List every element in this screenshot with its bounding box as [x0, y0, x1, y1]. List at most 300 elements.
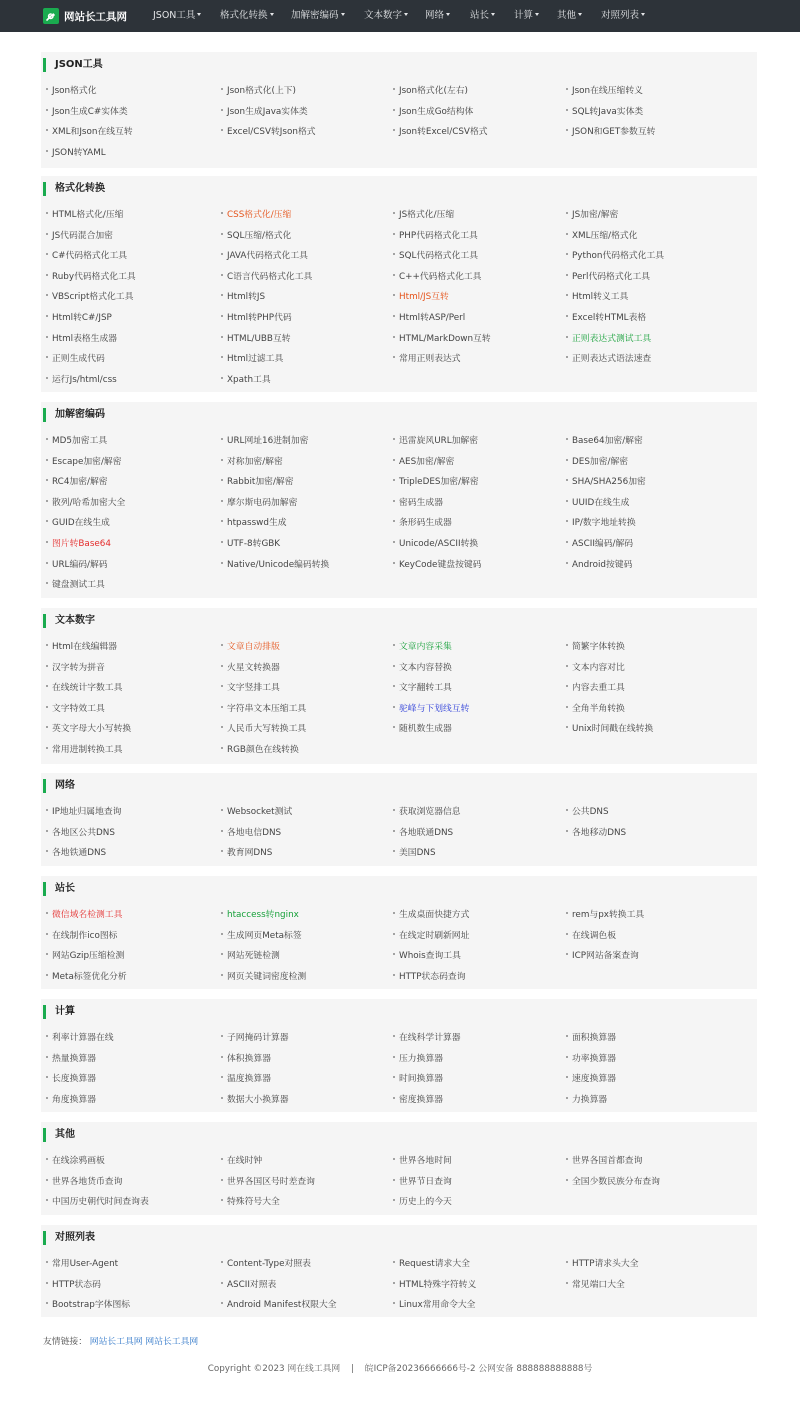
tool-link[interactable] [393, 722, 452, 736]
bullet-icon [221, 953, 223, 955]
tool-link[interactable] [46, 1093, 96, 1107]
bullet-icon [46, 1199, 48, 1201]
tool-link[interactable] [566, 929, 616, 943]
tool-link[interactable] [221, 1154, 262, 1168]
tool-link[interactable] [566, 208, 618, 222]
bullet-icon [221, 1076, 223, 1078]
bullet-icon [221, 562, 223, 564]
tool-link[interactable] [46, 1257, 118, 1271]
tool-link[interactable] [566, 949, 639, 963]
tool-link-label: 生成桌面快捷方式 [399, 910, 470, 920]
tool-link[interactable] [566, 1278, 625, 1292]
tool-link[interactable] [46, 949, 124, 963]
tool-link-label: CSS格式化/压缩 [227, 210, 292, 220]
tool-link[interactable] [221, 455, 283, 469]
tool-link[interactable] [566, 229, 637, 243]
tool-link-label: XML压缩/格式化 [572, 230, 638, 241]
tool-link[interactable] [46, 516, 110, 530]
nav-item[interactable] [364, 0, 408, 32]
tool-link-label: URL编码/解码 [52, 559, 108, 570]
bullet-icon [566, 500, 568, 502]
nav-item[interactable] [153, 0, 201, 32]
tool-link[interactable] [566, 537, 633, 551]
tool-link[interactable] [46, 1278, 101, 1292]
bullet-icon [221, 1179, 223, 1181]
tool-link-label: 获取浏览器信息 [399, 807, 461, 817]
tool-link[interactable] [566, 311, 646, 325]
tool-link-label: 文章自动排版 [227, 642, 280, 652]
tool-link-label: 压力换算器 [399, 1053, 443, 1064]
tool-link[interactable] [566, 290, 628, 304]
tool-link-label: PHP代码格式化工具 [399, 230, 478, 241]
tool-link-label: 历史上的今天 [399, 1197, 452, 1208]
tool-link-label: Perl代码格式化工具 [572, 271, 651, 282]
tool-link-label: GUID在线生成 [52, 518, 110, 529]
tool-link-label: Html转JS [227, 292, 266, 303]
tool-link-label: 常用正则表达式 [399, 354, 461, 365]
tool-link-label: C语言代码格式化工具 [227, 271, 313, 282]
tool-link-label: 在线科学计算器 [399, 1033, 461, 1043]
bullet-icon [221, 315, 223, 317]
tool-link[interactable] [46, 805, 121, 819]
tool-link-label: UUID在线生成 [572, 497, 630, 508]
bullet-icon [566, 1261, 568, 1263]
tool-link[interactable] [566, 1052, 616, 1066]
tool-link[interactable] [46, 702, 105, 716]
friend-link[interactable]: 网站长工具网 [89, 1337, 143, 1347]
tool-link[interactable] [393, 558, 481, 572]
tool-link-label: Unicode/ASCII转换 [399, 539, 479, 549]
tool-link[interactable] [566, 496, 629, 510]
bullet-icon [566, 88, 568, 90]
tool-link[interactable] [393, 805, 461, 819]
tool-link-label: 中国历史朝代时间查询表 [52, 1197, 149, 1208]
tool-link[interactable] [46, 846, 106, 860]
tool-link[interactable] [221, 311, 292, 325]
tool-link-label: Html在线编辑器 [52, 642, 118, 652]
tool-link[interactable] [221, 229, 291, 243]
bullet-icon [46, 315, 48, 317]
bullet-icon [46, 1261, 48, 1263]
bullet-icon [566, 459, 568, 461]
tool-link-label: 网页关键词密度检测 [227, 971, 307, 982]
tool-link[interactable] [46, 1031, 114, 1045]
tool-link[interactable] [221, 496, 297, 510]
tool-link[interactable] [566, 661, 625, 675]
bullet-icon [393, 274, 395, 276]
tool-link[interactable] [221, 929, 302, 943]
bullet-icon [393, 1158, 395, 1160]
tool-link[interactable] [393, 270, 481, 284]
bullet-icon [393, 933, 395, 935]
brand[interactable] [43, 8, 127, 24]
tool-link[interactable] [393, 229, 478, 243]
tool-link-label: RC4加密/解密 [52, 477, 108, 488]
tool-link[interactable] [46, 558, 108, 572]
tool-link-label: Whois查询工具 [399, 951, 461, 962]
tool-link[interactable] [566, 105, 643, 119]
caret-down-icon [491, 13, 495, 16]
bullet-icon [221, 1035, 223, 1037]
tool-link[interactable] [393, 661, 452, 675]
icp-link[interactable]: 皖ICP备20236666666号-2 公网安备 888888888888号 [364, 1364, 593, 1374]
tool-link[interactable] [221, 208, 291, 222]
tool-link[interactable] [46, 578, 105, 592]
tool-link[interactable] [566, 558, 632, 572]
tool-link[interactable] [46, 1175, 122, 1189]
tool-link[interactable] [46, 105, 128, 119]
tool-link-label: 利率计算器在线 [52, 1033, 114, 1043]
tool-link[interactable] [566, 805, 609, 819]
tool-link[interactable] [566, 1072, 616, 1086]
tool-link[interactable] [221, 1072, 271, 1086]
tool-link[interactable] [566, 640, 625, 654]
tool-section [41, 773, 757, 866]
bullet-icon [221, 1302, 223, 1304]
section-title: 计算 [43, 1005, 75, 1019]
tool-link[interactable] [221, 661, 280, 675]
tool-link[interactable] [393, 290, 449, 304]
tool-link-label: Unix时间戳在线转换 [572, 724, 654, 735]
tool-link-label: MD5加密工具 [52, 436, 108, 446]
tool-link[interactable] [393, 311, 465, 325]
tool-section [41, 52, 757, 168]
tool-link[interactable] [46, 1052, 96, 1066]
tool-link[interactable] [566, 84, 643, 98]
tool-link[interactable] [221, 537, 280, 551]
tool-link[interactable] [221, 1052, 271, 1066]
tool-link[interactable] [393, 929, 469, 943]
caret-down-icon [578, 13, 582, 16]
tool-link[interactable] [221, 1195, 280, 1209]
bullet-icon [566, 438, 568, 440]
tool-link[interactable] [566, 455, 628, 469]
tool-link[interactable] [221, 722, 306, 736]
tool-link[interactable] [46, 640, 117, 654]
caret-down-icon [446, 13, 450, 16]
bullet-icon [393, 1035, 395, 1037]
tool-link[interactable] [393, 496, 443, 510]
tool-link[interactable] [221, 105, 308, 119]
tool-link[interactable] [221, 805, 292, 819]
bullet-icon [566, 1158, 568, 1160]
bullet-icon [566, 830, 568, 832]
tool-link[interactable] [566, 1257, 639, 1271]
tool-link[interactable] [393, 1052, 443, 1066]
bullet-icon [46, 438, 48, 440]
tool-link[interactable] [46, 929, 117, 943]
tool-link[interactable] [566, 516, 636, 530]
tool-link[interactable] [46, 373, 117, 387]
tool-link[interactable] [393, 846, 436, 860]
bullet-icon [221, 1199, 223, 1201]
tool-link[interactable] [46, 84, 97, 98]
tool-link[interactable] [221, 332, 291, 346]
tool-link[interactable] [221, 1298, 337, 1312]
tool-link[interactable] [393, 908, 469, 922]
tool-link[interactable] [393, 970, 466, 984]
tool-link[interactable] [393, 640, 452, 654]
tool-link[interactable] [46, 743, 122, 757]
tool-link[interactable] [393, 826, 453, 840]
bullet-icon [221, 726, 223, 728]
tool-link[interactable] [393, 1195, 452, 1209]
tool-section [41, 608, 757, 764]
bullet-icon [566, 109, 568, 111]
tool-link-label: 汉字转为拼音 [52, 662, 105, 673]
tool-link-label: Base64加密/解密 [572, 436, 643, 446]
tool-link[interactable] [566, 722, 653, 736]
tool-link[interactable] [393, 681, 452, 695]
tool-link[interactable] [221, 640, 280, 654]
tool-link[interactable] [221, 949, 280, 963]
tool-link[interactable] [221, 1031, 289, 1045]
tool-link[interactable] [566, 352, 651, 366]
tool-link[interactable] [46, 496, 125, 510]
tool-link[interactable] [46, 146, 106, 160]
bullet-icon [221, 850, 223, 852]
tool-link[interactable] [46, 455, 122, 469]
tool-link-label: 长度换算器 [52, 1074, 96, 1085]
tool-link[interactable] [221, 1175, 315, 1189]
tool-link[interactable] [46, 1298, 130, 1312]
tool-link[interactable] [566, 332, 651, 346]
tool-link-label: 各地区公共DNS [52, 827, 115, 838]
nav-item[interactable] [220, 0, 274, 32]
tool-link-label: 摩尔斯电码加解密 [227, 497, 298, 508]
tool-link[interactable] [393, 455, 454, 469]
tool-link[interactable] [46, 826, 115, 840]
tool-link[interactable] [221, 270, 312, 284]
tool-link[interactable] [46, 1072, 96, 1086]
bullet-icon [46, 665, 48, 667]
tool-link-label: HTML/UBB互转 [227, 333, 291, 344]
tool-link-label: Escape加密/解密 [52, 456, 122, 467]
tool-link[interactable] [46, 352, 105, 366]
tool-link[interactable] [221, 1257, 311, 1271]
tool-link-label: JSON转YAML [52, 147, 106, 158]
tool-link-label: 网站Gzip压缩检测 [52, 951, 125, 962]
bullet-icon [46, 644, 48, 646]
tool-link[interactable] [393, 1175, 452, 1189]
nav-item[interactable] [291, 0, 345, 32]
tool-link[interactable] [221, 846, 272, 860]
nav-item[interactable] [601, 0, 645, 32]
tool-link[interactable] [566, 475, 646, 489]
tool-link[interactable] [46, 290, 133, 304]
tool-link[interactable] [46, 311, 112, 325]
tool-link[interactable] [566, 1154, 642, 1168]
tool-link-label: Html转义工具 [572, 292, 629, 303]
tool-link[interactable] [221, 908, 299, 922]
tool-link[interactable] [566, 1175, 660, 1189]
bullet-icon [221, 336, 223, 338]
tool-link[interactable] [566, 908, 644, 922]
tool-link-label: 数据大小换算器 [227, 1094, 289, 1105]
bullet-icon [393, 294, 395, 296]
tool-link[interactable] [46, 208, 123, 222]
bullet-icon [221, 88, 223, 90]
tool-link[interactable] [393, 702, 469, 716]
tool-link[interactable] [46, 1195, 149, 1209]
bullet-icon [46, 953, 48, 955]
bullet-icon [46, 88, 48, 90]
tool-link[interactable] [221, 516, 287, 530]
bullet-icon [393, 541, 395, 543]
bullet-icon [221, 129, 223, 131]
tool-link-label: 力换算器 [572, 1094, 608, 1105]
tool-link[interactable] [393, 208, 454, 222]
bullet-icon [221, 253, 223, 255]
tool-link[interactable] [221, 352, 283, 366]
nav-item[interactable] [425, 0, 450, 32]
tool-link[interactable] [393, 475, 479, 489]
tool-link[interactable] [566, 826, 626, 840]
tool-link[interactable] [221, 84, 296, 98]
tool-link[interactable] [393, 249, 478, 263]
bullet-icon [46, 912, 48, 914]
tool-link[interactable] [566, 702, 625, 716]
tool-link[interactable] [221, 970, 306, 984]
bullet-icon [46, 500, 48, 502]
tool-link[interactable] [566, 681, 625, 695]
bullet-icon [566, 706, 568, 708]
tool-link[interactable] [566, 125, 655, 139]
tool-link-label: KeyCode键盘按键码 [399, 559, 482, 570]
tool-link[interactable] [566, 1093, 607, 1107]
tool-link-label: 内容去重工具 [572, 683, 625, 694]
tool-link[interactable] [393, 1093, 443, 1107]
bullet-icon [46, 830, 48, 832]
tool-link[interactable] [46, 229, 113, 243]
tool-link[interactable] [221, 743, 299, 757]
tool-link[interactable] [221, 475, 294, 489]
tool-link[interactable] [221, 681, 280, 695]
tool-link[interactable] [46, 249, 127, 263]
bullet-icon [566, 644, 568, 646]
tool-link[interactable] [221, 373, 271, 387]
nav-item-label: 网络 [425, 10, 445, 21]
bullet-icon [221, 706, 223, 708]
bullet-icon [393, 685, 395, 687]
tool-link-label: Json格式化(左右) [399, 86, 468, 96]
tool-link-label: UTF-8转GBK [227, 539, 281, 549]
tool-link-label: Excel转HTML表格 [572, 313, 647, 323]
tool-link-label: 在线涂鸦画板 [52, 1156, 105, 1166]
tool-link[interactable] [46, 970, 127, 984]
tool-link[interactable] [46, 125, 133, 139]
bullet-icon [221, 830, 223, 832]
nav-item[interactable] [514, 0, 539, 32]
tool-link[interactable] [46, 722, 131, 736]
tool-link-label: ICP网站备案查询 [572, 951, 639, 962]
tool-link[interactable] [46, 661, 105, 675]
bullet-icon [566, 665, 568, 667]
bullet-icon [393, 1282, 395, 1284]
tool-link[interactable] [393, 84, 468, 98]
tool-link[interactable] [221, 702, 306, 716]
tool-link[interactable] [46, 475, 108, 489]
tool-link-label: Json格式化 [52, 86, 97, 96]
tool-link[interactable] [393, 516, 452, 530]
tool-link[interactable] [46, 270, 136, 284]
tool-link[interactable] [46, 332, 117, 346]
tool-link-label: HTTP状态码 [52, 1279, 101, 1290]
tool-link-label: Json生成Java实体类 [227, 106, 308, 117]
tool-link[interactable] [221, 125, 316, 139]
bullet-icon [393, 912, 395, 914]
tool-link-label: 时间换算器 [399, 1074, 443, 1085]
tool-link[interactable] [393, 352, 461, 366]
tool-link[interactable] [221, 434, 308, 448]
friend-links-label: 友情链接： [43, 1337, 87, 1347]
tool-link[interactable] [221, 558, 329, 572]
tool-link[interactable] [393, 537, 478, 551]
bullet-icon [46, 377, 48, 379]
tool-link-label: 正则表达式语法速查 [572, 354, 652, 365]
nav-item[interactable] [557, 0, 582, 32]
bullet-icon [46, 850, 48, 852]
tool-link-label: 对称加密/解密 [227, 456, 283, 467]
bullet-icon [221, 377, 223, 379]
tool-link-label: URL网址16进制加密 [227, 436, 309, 446]
tool-link[interactable] [393, 949, 461, 963]
tool-link[interactable] [221, 826, 281, 840]
tool-link[interactable] [393, 1031, 461, 1045]
tool-link[interactable] [46, 434, 107, 448]
bullet-icon [221, 1282, 223, 1284]
tool-link-label: 键盘测试工具 [52, 580, 105, 591]
nav-item[interactable] [470, 0, 495, 32]
tool-link[interactable] [393, 1257, 470, 1271]
tool-link-label: HTML/MarkDown互转 [399, 333, 491, 344]
tool-link[interactable] [221, 1278, 276, 1292]
tool-link[interactable] [393, 125, 488, 139]
bullet-icon [46, 1282, 48, 1284]
tool-link[interactable] [46, 681, 122, 695]
tool-section [41, 176, 757, 392]
tool-link[interactable] [46, 908, 122, 922]
tool-link[interactable] [393, 1072, 443, 1086]
tool-link[interactable] [566, 434, 643, 448]
tool-link[interactable] [393, 1298, 475, 1312]
tool-link[interactable] [221, 1093, 289, 1107]
bullet-icon [221, 665, 223, 667]
bullet-icon [393, 830, 395, 832]
bullet-icon [46, 1158, 48, 1160]
tool-link[interactable] [393, 1154, 452, 1168]
tool-link[interactable] [46, 1154, 105, 1168]
tool-link-label: 人民币大写转换工具 [227, 724, 307, 735]
tool-link[interactable] [221, 249, 308, 263]
tool-link[interactable] [393, 105, 473, 119]
tool-link[interactable] [566, 270, 650, 284]
bullet-icon [393, 809, 395, 811]
tool-link-label: 在线制作ico图标 [52, 930, 118, 941]
tool-link[interactable] [221, 290, 265, 304]
friend-link[interactable]: 网站长工具网 [145, 1337, 199, 1347]
tool-link[interactable] [566, 249, 664, 263]
tool-link[interactable] [393, 1278, 476, 1292]
tool-link[interactable] [566, 1031, 616, 1045]
bullet-icon [566, 1035, 568, 1037]
tool-link[interactable] [46, 537, 111, 551]
tool-link-label: 各地移动DNS [572, 827, 627, 838]
tool-link-label: 常用进制转换工具 [52, 745, 123, 755]
tool-link[interactable] [393, 332, 491, 346]
tool-link[interactable] [393, 434, 478, 448]
bullet-icon [221, 1261, 223, 1263]
